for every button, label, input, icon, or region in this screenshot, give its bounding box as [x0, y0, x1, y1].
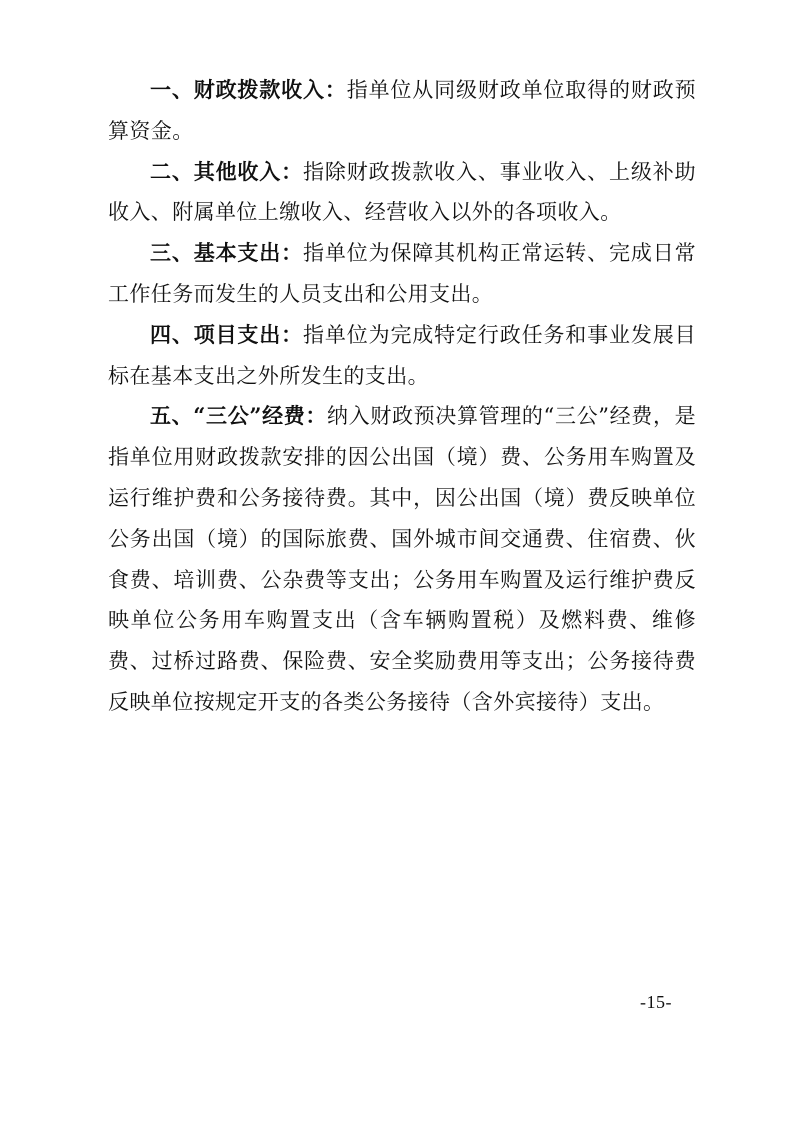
definition-term: 二、其他收入：	[150, 158, 304, 184]
page-number: -15-	[640, 992, 672, 1012]
definition-term: 四、项目支出：	[150, 321, 304, 347]
definition-term: 一、财政拨款收入：	[150, 77, 347, 102]
definition-text: 指单位为保障其机构正常运转、完成日常工作任务而发生的人员支出和公用支出。	[108, 241, 696, 306]
definition-text: 指除财政拨款收入、事业收入、上级补助收入、附属单位上缴收入、经营收入以外的各项收入。	[108, 159, 696, 225]
definition-text: 纳入财政预决算管理的“三公”经费，是指单位用财政拨款安排的因公出国（境）费、公务用车购置及运行维护费和公务接待费。其中，因公出国（境）费反映单位公务出国（境）的国际旅费、国外城市间交通费、住宿费、伙食费、培训费、公杂费等支出；公务用车购置及运行维护费反映单位公务用车购置支出（含车辆购置税）及燃料费、维修费、过桥过路费、保险费、安全奖励费用等支出；公务接待费反映单位按规定开支的各类公务接待（含外宾接待）支出。	[108, 404, 696, 714]
definition-text: 指单位为完成特定行政任务和事业发展目标在基本支出之外所发生的支出。	[108, 322, 696, 388]
document-body	[108, 70, 696, 723]
definition-term: 三、基本支出：	[150, 240, 304, 266]
definition-paragraph	[108, 152, 696, 234]
definition-term: 五、“三公”经费：	[150, 403, 328, 429]
definition-paragraph	[108, 233, 696, 315]
definition-paragraph	[108, 70, 696, 152]
definition-text: 指单位从同级财政单位取得的财政预算资金。	[108, 78, 696, 143]
definition-paragraph	[108, 396, 696, 722]
definition-paragraph	[108, 315, 696, 397]
